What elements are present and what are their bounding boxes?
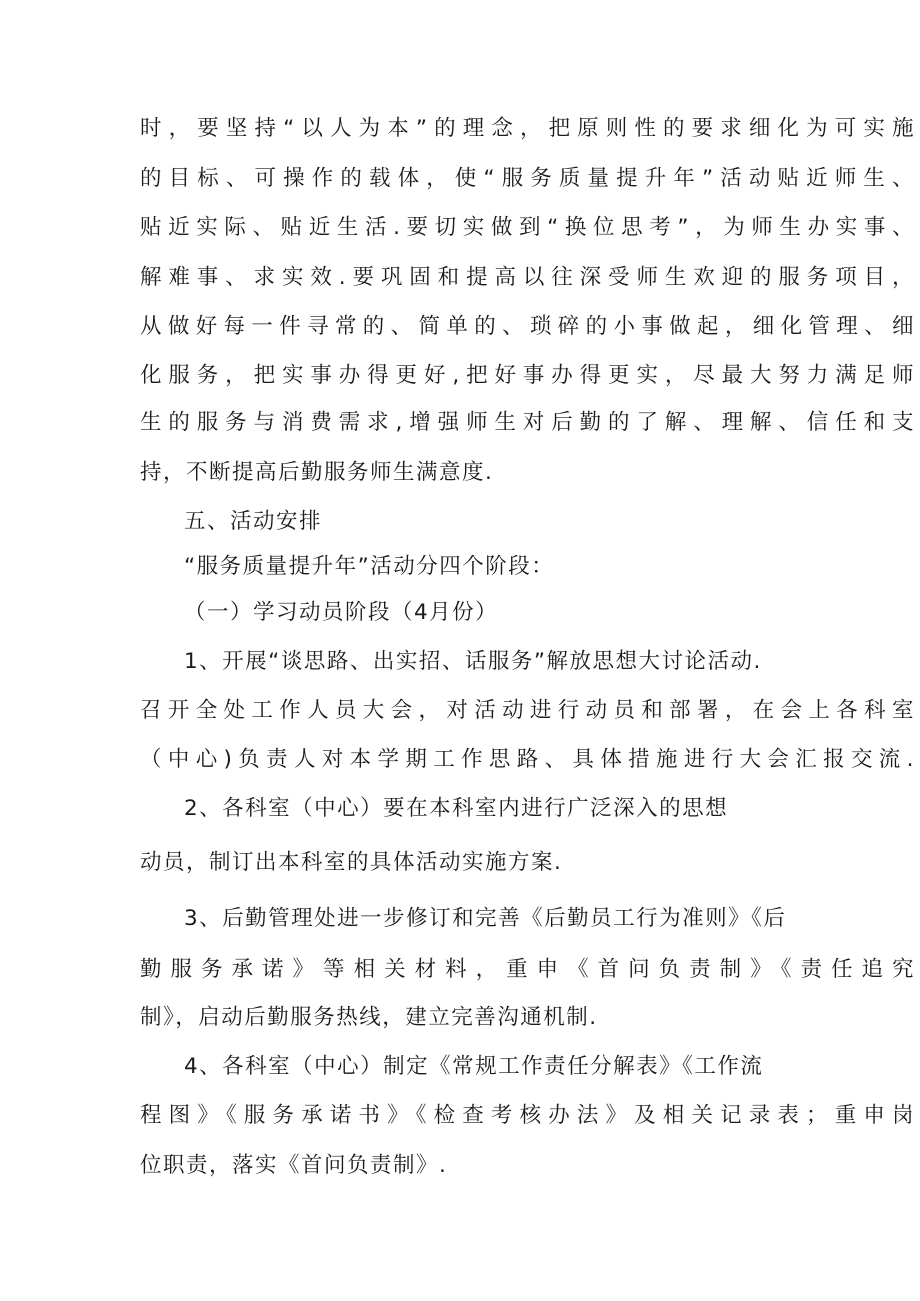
paragraph-line: 生的服务与消费需求,增强师生对后勤的了解、理解、信任和支	[140, 410, 915, 435]
paragraph-line: 的目标、可操作的载体，使“服务质量提升年”活动贴近师生、	[140, 166, 915, 191]
section-heading: 五、活动安排	[184, 509, 323, 534]
paragraph-line: 动员，制订出本科室的具体活动实施方案.	[140, 850, 563, 875]
subsection-heading: （一）学习动员阶段（4月份）	[184, 600, 499, 625]
paragraph-line: 持，不断提高后勤服务师生满意度.	[140, 460, 494, 485]
paragraph-line: 制》，启动后勤服务热线，建立完善沟通机制.	[140, 1005, 598, 1030]
paragraph-line: 2、各科室（中心）要在本科室内进行广泛深入的思想	[184, 796, 729, 821]
paragraph-line: 召开全处工作人员大会，对活动进行动员和部署，在会上各科室	[140, 698, 915, 723]
paragraph-line: 贴近实际、贴近生活.要切实做到“换位思考”，为师生办实事、	[140, 215, 915, 240]
paragraph-line: 化服务，把实事办得更好,把好事办得更实，尽最大努力满足师	[140, 363, 915, 388]
paragraph-line: 解难事、求实效.要巩固和提高以往深受师生欢迎的服务项目，	[140, 265, 915, 290]
paragraph-line: 从做好每一件寻常的、简单的、琐碎的小事做起，细化管理、细	[140, 314, 915, 339]
paragraph-line: 程图》《服务承诺书》《检查考核办法》及相关记录表；重申岗	[140, 1103, 915, 1128]
paragraph-line: “服务质量提升年”活动分四个阶段：	[184, 554, 555, 579]
paragraph-line: 时，要坚持“以人为本”的理念，把原则性的要求细化为可实施	[140, 116, 915, 141]
paragraph-line: 位职责，落实《首问负责制》.	[140, 1153, 448, 1178]
paragraph-line: 4、各科室（中心）制定《常规工作责任分解表》《工作流	[184, 1054, 764, 1079]
paragraph-line: （中心)负责人对本学期工作思路、具体措施进行大会汇报交流.	[140, 747, 915, 772]
paragraph-line: 1、开展“谈思路、出实招、话服务”解放思想大讨论活动.	[184, 649, 762, 674]
paragraph-line: 3、后勤管理处进一步修订和完善《后勤员工行为准则》《后	[184, 906, 787, 931]
paragraph-line: 勤服务承诺》等相关材料，重申《首问负责制》《责任追究	[140, 957, 915, 982]
